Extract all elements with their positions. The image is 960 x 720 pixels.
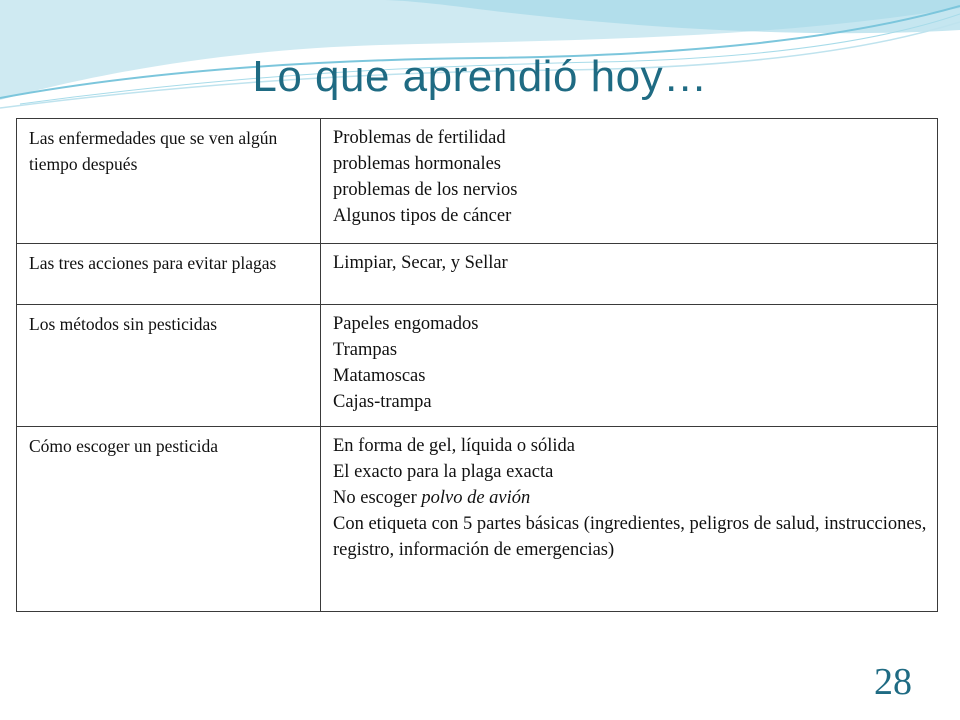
info-line: El exacto para la plaga exacta bbox=[333, 462, 554, 482]
page-title: Lo que aprendió hoy… bbox=[252, 52, 708, 101]
info-line: Limpiar, Secar, y Sellar bbox=[333, 253, 508, 273]
info-line: problemas hormonales bbox=[333, 154, 501, 174]
table-row bbox=[17, 305, 938, 427]
page-number: 28 bbox=[874, 661, 912, 703]
info-line: Con etiqueta con 5 partes básicas (ingredientes, peligros de salud, instrucciones, registro, información de emergencias) bbox=[333, 514, 927, 560]
info-line: Algunos tipos de cáncer bbox=[333, 206, 512, 226]
info-line: Cajas-trampa bbox=[333, 392, 432, 412]
row-info bbox=[321, 244, 938, 305]
summary-table bbox=[16, 118, 938, 612]
table-row bbox=[17, 119, 938, 244]
row-info bbox=[321, 119, 938, 244]
table-row bbox=[17, 427, 938, 612]
info-line: Trampas bbox=[333, 340, 398, 360]
info-line: Problemas de fertilidad bbox=[333, 128, 506, 148]
row-info bbox=[321, 305, 938, 427]
info-line-italic: polvo de avión bbox=[421, 488, 531, 508]
row-label: Las enfermedades que se ven algún tiempo después bbox=[17, 119, 321, 244]
row-label: Los métodos sin pesticidas bbox=[17, 305, 321, 427]
info-line: Papeles engomados bbox=[333, 314, 479, 334]
info-line-prefix: No escoger bbox=[333, 488, 422, 508]
info-line: problemas de los nervios bbox=[333, 180, 518, 200]
info-line bbox=[333, 485, 927, 511]
row-label: Cómo escoger un pesticida bbox=[17, 427, 321, 612]
info-line: Matamoscas bbox=[333, 366, 426, 386]
info-line: En forma de gel, líquida o sólida bbox=[333, 436, 575, 456]
row-info bbox=[321, 427, 938, 612]
table-row bbox=[17, 244, 938, 305]
row-label: Las tres acciones para evitar plagas bbox=[17, 244, 321, 305]
